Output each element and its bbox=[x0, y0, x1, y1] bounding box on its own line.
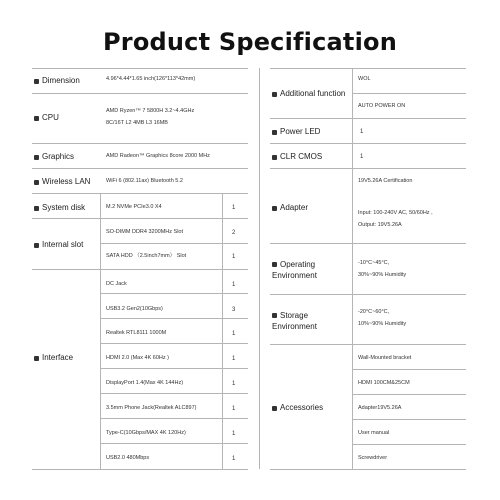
spec-label-interface: Interface bbox=[34, 354, 73, 362]
row-divider bbox=[32, 269, 248, 270]
spec-value-interface-usb32: USB3.2 Gen2(10Gbps) bbox=[106, 306, 163, 312]
bullet-icon bbox=[272, 262, 277, 267]
row-divider bbox=[32, 218, 248, 219]
spec-label-system-disk: System disk bbox=[34, 204, 85, 212]
spec-label-graphics: Graphics bbox=[34, 153, 74, 161]
row-divider bbox=[100, 443, 248, 444]
spec-value-interface-dp: DisplayPort 1.4(Max 4K 144Hz) bbox=[106, 380, 184, 386]
spec-label-operating: Operating Environment bbox=[272, 260, 317, 280]
spec-label-cpu: CPU bbox=[34, 114, 59, 122]
row-divider bbox=[270, 68, 466, 69]
spec-label-storage: Storage Environment bbox=[272, 311, 317, 331]
spec-value-interface-typec: Type-C(10Gbps/MAX 4K 120Hz) bbox=[106, 430, 186, 436]
row-divider bbox=[100, 418, 248, 419]
bullet-icon bbox=[34, 116, 39, 121]
spec-value-sata-slot: SATA HDD （2.5inch7mm） Slot bbox=[106, 253, 187, 259]
spec-label-power-led: Power LED bbox=[272, 128, 320, 136]
row-divider bbox=[32, 143, 248, 144]
bullet-icon bbox=[272, 155, 277, 160]
row-divider bbox=[100, 393, 248, 394]
page-title: Product Specification bbox=[103, 28, 397, 56]
spec-qty-interface-lan: 1 bbox=[232, 331, 236, 337]
spec-qty-interface-hdmi: 1 bbox=[232, 356, 236, 362]
bullet-icon bbox=[34, 206, 39, 211]
spec-qty-interface-usb20: 1 bbox=[232, 456, 236, 462]
row-divider bbox=[270, 469, 466, 470]
bullet-icon bbox=[34, 180, 39, 185]
spec-value-accessory-bracket: Wall-Mounted bracket bbox=[358, 355, 412, 361]
column-divider bbox=[222, 193, 223, 469]
spec-qty-sata-slot: 1 bbox=[232, 254, 236, 260]
bullet-icon bbox=[272, 313, 277, 318]
spec-value-interface-dc: DC Jack bbox=[106, 281, 127, 287]
spec-value-interface-audio: 3.5mm Phone Jack(Realtek ALC897) bbox=[106, 405, 197, 411]
row-divider bbox=[270, 344, 466, 345]
bullet-icon bbox=[34, 79, 39, 84]
row-divider bbox=[100, 293, 248, 294]
spec-label-dimension: Dimension bbox=[34, 77, 80, 85]
spec-label-clr-cmos: CLR CMOS bbox=[272, 153, 322, 161]
spec-value-accessory-screwdriver: Screwdriver bbox=[358, 455, 388, 461]
spec-label-adapter: Adapter bbox=[272, 204, 308, 212]
spec-value-accessory-hdmi: HDMI 100CM&25CM bbox=[358, 380, 410, 386]
spec-value-dimension: 4.96*4.44*1.65 inch(126*113*42mm) bbox=[106, 76, 196, 82]
row-divider bbox=[32, 93, 248, 94]
row-divider bbox=[32, 68, 248, 69]
row-divider bbox=[270, 294, 466, 295]
bullet-icon bbox=[34, 155, 39, 160]
spec-label-wireless: Wireless LAN bbox=[34, 178, 90, 186]
spec-value-interface-hdmi: HDMI 2.0 (Max 4K 60Hz ) bbox=[106, 355, 169, 361]
spec-value-storage-humidity: 10%~90% Humidity bbox=[358, 321, 407, 327]
spec-label-internal-slot: Internal slot bbox=[34, 241, 83, 249]
spec-value-adapter-cert: 19V5.26A Certification bbox=[358, 178, 413, 184]
spec-value-clr-cmos: 1 bbox=[360, 154, 364, 160]
bullet-icon bbox=[34, 356, 39, 361]
column-divider bbox=[100, 193, 101, 469]
spec-qty-interface-audio: 1 bbox=[232, 406, 236, 412]
spec-value-accessory-adapter: Adapter19V5.26A bbox=[358, 405, 402, 411]
spec-qty-interface-dc: 1 bbox=[232, 282, 236, 288]
spec-value-interface-lan: Realtek RTL8111 1000M bbox=[106, 330, 167, 336]
spec-qty-interface-dp: 1 bbox=[232, 381, 236, 387]
spec-label-additional: Additional function bbox=[272, 90, 345, 98]
spec-value-accessory-manual: User manual bbox=[358, 430, 390, 436]
row-divider bbox=[270, 143, 466, 144]
row-divider bbox=[100, 343, 248, 344]
row-divider bbox=[32, 469, 248, 470]
column-divider bbox=[259, 68, 260, 469]
row-divider bbox=[270, 168, 466, 169]
row-divider bbox=[100, 243, 248, 244]
spec-value-adapter-output: Output: 19V5.26A bbox=[358, 222, 402, 228]
row-divider bbox=[352, 369, 466, 370]
spec-value-wol: WOL bbox=[358, 76, 371, 82]
spec-value-system-disk: M.2 NVMe PCIe3.0 X4 bbox=[106, 204, 162, 210]
row-divider bbox=[32, 168, 248, 169]
spec-value-interface-usb20: USB2.0 480Mbps bbox=[106, 455, 150, 461]
row-divider bbox=[352, 419, 466, 420]
spec-value-operating-humidity: 30%~90% Humidity bbox=[358, 272, 407, 278]
row-divider bbox=[100, 318, 248, 319]
spec-label-accessories: Accessories bbox=[272, 404, 323, 412]
column-divider bbox=[352, 68, 353, 469]
spec-value-graphics: AMD Radeon™ Graphics 8core 2000 MHz bbox=[106, 153, 210, 159]
spec-value-adapter-input: Input: 100-240V AC, 50/60Hz , bbox=[358, 210, 433, 216]
spec-qty-interface-usb32: 3 bbox=[232, 307, 236, 313]
row-divider bbox=[100, 368, 248, 369]
row-divider bbox=[270, 118, 466, 119]
row-divider bbox=[352, 93, 466, 94]
spec-value-power-led: 1 bbox=[360, 129, 364, 135]
row-divider bbox=[352, 444, 466, 445]
bullet-icon bbox=[272, 206, 277, 211]
spec-value-cpu-line1: AMD Ryzen™ 7 5800H 3.2~4.4GHz bbox=[106, 108, 195, 114]
row-divider bbox=[270, 243, 466, 244]
spec-qty-system-disk: 1 bbox=[232, 205, 236, 211]
row-divider bbox=[32, 193, 248, 194]
spec-qty-ram-slot: 2 bbox=[232, 230, 236, 236]
bullet-icon bbox=[34, 243, 39, 248]
row-divider bbox=[352, 394, 466, 395]
spec-value-storage-temp: -20°C~60°C, bbox=[358, 309, 390, 315]
spec-value-auto-power: AUTO POWER ON bbox=[358, 103, 406, 109]
spec-value-operating-temp: -10°C~45°C, bbox=[358, 260, 390, 266]
bullet-icon bbox=[272, 406, 277, 411]
spec-qty-interface-typec: 1 bbox=[232, 431, 236, 437]
bullet-icon bbox=[272, 92, 277, 97]
bullet-icon bbox=[272, 130, 277, 135]
spec-value-cpu-line2: 8C/16T L2 4MB L3 16MB bbox=[106, 120, 168, 126]
spec-value-ram-slot: SO-DIMM DDR4 3200MHz Slot bbox=[106, 229, 184, 235]
spec-value-wireless: WiFi 6 (802.11ax) Bluetooth 5.2 bbox=[106, 178, 183, 184]
